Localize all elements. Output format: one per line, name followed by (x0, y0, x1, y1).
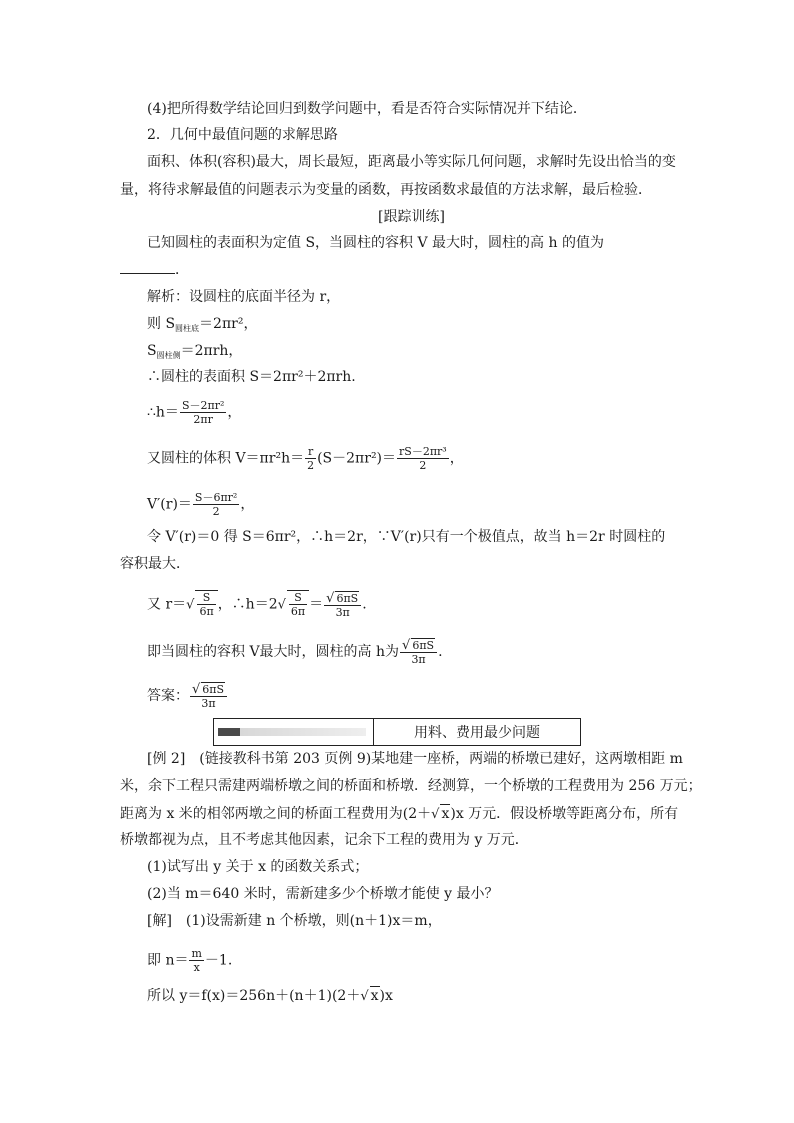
answer-blank: ． (120, 261, 189, 279)
fraction: $\frac{√ 6\pi S}{3\pi}$ (400, 638, 437, 666)
formula-line: 即当圆柱的容积 V最大时，圆柱的高 h为 $\frac{√ 6\pi S}{3\pi}$ . (147, 638, 443, 666)
question-1: (1)试写出 y 关于 x 的函数关系式； (147, 859, 369, 875)
fraction: $\frac{√ 6\pi S}{3\pi}$ (190, 682, 227, 710)
fraction: $\frac{r}{2}$ (307, 445, 315, 472)
paragraph-line: 令 V′(r)＝0 得 S＝6πr²，∴h＝2r，∵V′(r)只有一个极值点，故当 h＝2r 时圆柱的 (147, 529, 666, 545)
formula-line: 又圆柱的体积 V＝πr²h＝ $\frac{r}{2}$ (S－2πr²)＝ $\frac{\text{rS－2πr³}}{2}$ ， (147, 445, 464, 472)
paragraph-line: 量，将待求解最值的问题表示为变量的函数，再按函数求最值的方法求解，最后检验． (120, 182, 652, 198)
fraction: $\frac{m}{x}$ (191, 947, 202, 974)
section-heading-2: 2．几何中最值问题的求解思路 (147, 127, 338, 143)
topic-tag-title: 用料、费用最少问题 (414, 725, 540, 741)
formula-line: 则 $S_{圆柱底}=2\pi r^2$， (147, 316, 258, 333)
fraction: $\frac{√ 6\pi S}{3\pi}$ (324, 591, 361, 619)
paragraph-line: 容积最大． (120, 556, 190, 572)
question-2: (2)当 m＝640 米时，需新建多少个桥墩才能使 y 最小？ (147, 886, 499, 902)
fraction: $\frac{\text{S－6πr²}}{2}$ (194, 491, 238, 518)
solution-step: [解] (1)设需新建 n 个桥墩，则(n＋1)x＝m， (147, 913, 442, 929)
fraction: $\frac{\text{rS－2πr³}}{2}$ (399, 445, 447, 472)
fraction: $\frac{S}{6\pi}$ (290, 591, 306, 618)
paragraph-line: 距离为 x 米的相邻两墩之间的桥面工程费用为(2＋√ x)x 万元．假设桥墩等距离分布，所有 (120, 806, 679, 822)
formula-line: 即 n＝ $\frac{m}{x}$ －1. (147, 947, 233, 974)
formula-line: $S_{圆柱侧}=2\pi rh$， (147, 343, 243, 360)
solution-intro: 解析：设圆柱的底面半径为 r， (147, 289, 341, 305)
formula-line: V′(r)＝ $\frac{\text{S－6πr²}}{2}$ ， (147, 491, 255, 518)
topic-tag-label (214, 719, 374, 745)
formula-line: ∴h＝ $\frac{\text{S－2πr²}}{2\pi r}$ ， (147, 399, 242, 426)
problem-statement: 已知圆柱的表面积为定值 S，当圆柱的容积 V 最大时，圆柱的高 h 的值为 (147, 235, 604, 251)
paragraph-line: 面积、体积(容积)最大，周长最短，距离最小等实际几何问题，求解时先设出恰当的变 (147, 154, 676, 170)
formula-line: 又 r＝√ $\frac{S}{6\pi}$ ，∴h＝2√ $\frac{S}{6\pi}$ ＝ $\frac{√ 6\pi S}{3\pi}$ . (147, 590, 367, 619)
step-4-text: (4)把所得数学结论回归到数学问题中，看是否符合实际情况并下结论． (147, 101, 587, 117)
practice-heading: [跟踪训练] (378, 209, 445, 225)
topic-tag-box (213, 718, 581, 746)
paragraph-line: 米，余下工程只需建两端桥墩之间的桥面和桥墩．经测算，一个桥墩的工程费用为 256 万元； (120, 778, 702, 794)
fraction: $\frac{S}{6\pi}$ (199, 591, 214, 618)
paragraph-line: 桥墩都视为点，且不考虑其他因素，记余下工程的费用为 y 万元． (120, 832, 529, 848)
fraction: $\frac{\text{S－2πr²}}{2\pi r}$ (181, 399, 225, 426)
example-2-text: [例 2] (链接教科书第 203 页例 9)某地建一座桥，两端的桥墩已建好，这两墩相距 m (147, 751, 683, 767)
answer-line: 答案： $\frac{√ 6\pi S}{3\pi}$ (147, 682, 228, 710)
formula-line: 所以 y＝f(x)＝256n＋(n＋1)(2＋√ x)x (147, 988, 393, 1004)
formula-line: ∴圆柱的表面积 S＝2πr²＋2πrh. (147, 369, 356, 385)
